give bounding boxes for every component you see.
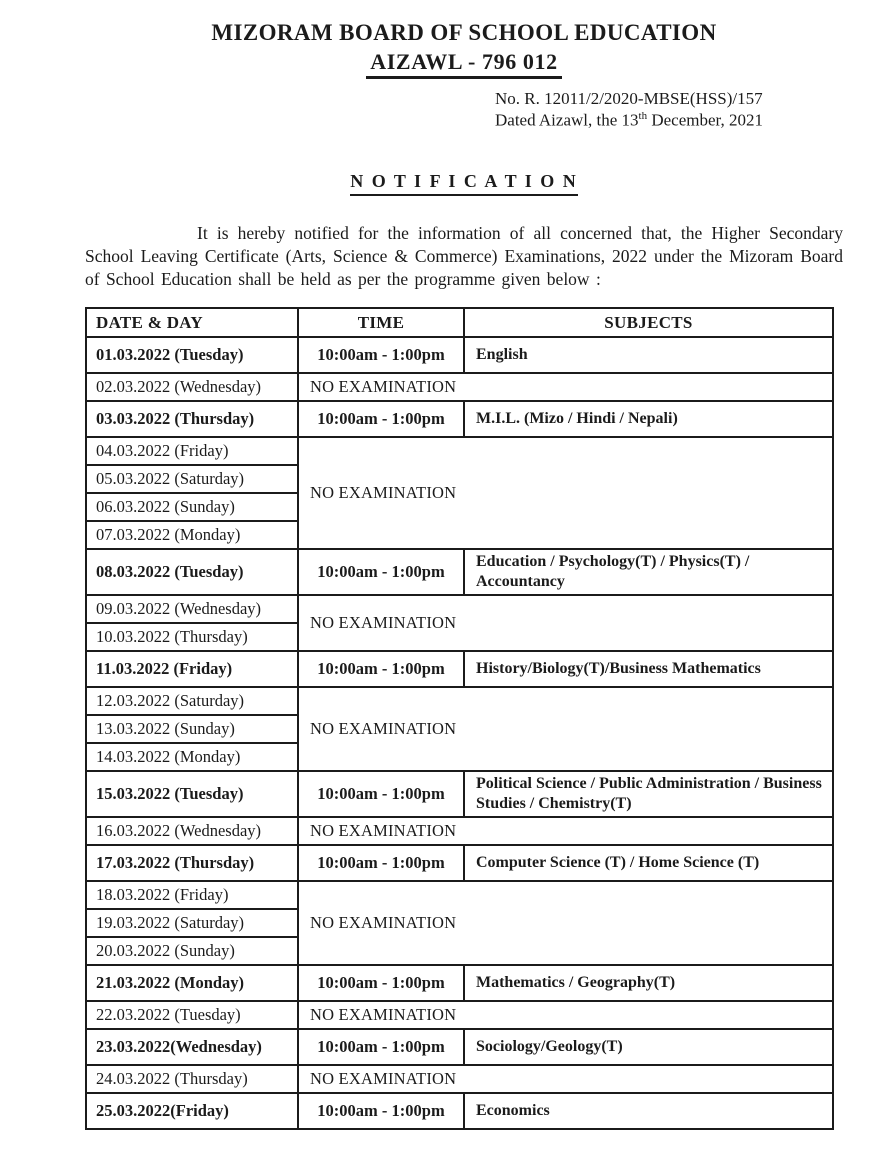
ref-date: [495, 110, 843, 131]
no-exam-cell: NO EXAMINATION: [298, 881, 833, 965]
no-exam-cell: NO EXAMINATION: [298, 1065, 833, 1093]
exam-timetable: [85, 307, 834, 1130]
time-cell: 10:00am - 1:00pm: [298, 965, 464, 1001]
date-cell: 02.03.2022 (Wednesday): [86, 373, 298, 401]
notification-body: It is hereby notified for the information of all concerned that, the Higher Secondary School Leaving Certificate (Arts, Science & Commerce) Examinations, 2022 under the Mizoram Board of School Education shall be held as per the programme given below :: [85, 223, 843, 289]
ref-date-ordinal: th: [638, 109, 648, 122]
header-row: [86, 308, 833, 337]
subject-cell: Sociology/Geology(T): [464, 1029, 833, 1065]
time-cell: 10:00am - 1:00pm: [298, 549, 464, 595]
subject-cell: English: [464, 337, 833, 373]
time-cell: 10:00am - 1:00pm: [298, 651, 464, 687]
date-cell: 04.03.2022 (Friday): [86, 437, 298, 465]
date-cell: 22.03.2022 (Tuesday): [86, 1001, 298, 1029]
time-cell: 10:00am - 1:00pm: [298, 1029, 464, 1065]
header-cell-date: DATE & DAY: [86, 308, 298, 337]
no-exam-row: [86, 1065, 833, 1093]
date-cell: 16.03.2022 (Wednesday): [86, 817, 298, 845]
no-exam-row: [86, 817, 833, 845]
ref-date-suffix: December, 2021: [647, 110, 763, 130]
exam-row: [86, 771, 833, 817]
notification-title: N O T I F I C A T I O N: [350, 171, 578, 196]
no-exam-row: [86, 687, 833, 715]
ref-block: [495, 89, 843, 131]
date-cell: 03.03.2022 (Thursday): [86, 401, 298, 437]
exam-table-head: [86, 308, 833, 337]
exam-row: [86, 1029, 833, 1065]
subject-cell: Mathematics / Geography(T): [464, 965, 833, 1001]
no-exam-cell: NO EXAMINATION: [298, 687, 833, 771]
date-cell: 11.03.2022 (Friday): [86, 651, 298, 687]
date-cell: 19.03.2022 (Saturday): [86, 909, 298, 937]
header-cell-time: TIME: [298, 308, 464, 337]
subject-cell: Economics: [464, 1093, 833, 1129]
date-cell: 17.03.2022 (Thursday): [86, 845, 298, 881]
no-exam-cell: NO EXAMINATION: [298, 437, 833, 549]
date-cell: 08.03.2022 (Tuesday): [86, 549, 298, 595]
no-exam-row: [86, 373, 833, 401]
date-cell: 14.03.2022 (Monday): [86, 743, 298, 771]
date-cell: 12.03.2022 (Saturday): [86, 687, 298, 715]
org-address: AIZAWL - 796 012: [366, 49, 561, 79]
date-cell: 25.03.2022(Friday): [86, 1093, 298, 1129]
time-cell: 10:00am - 1:00pm: [298, 1093, 464, 1129]
exam-row: [86, 1093, 833, 1129]
subject-cell: Political Science / Public Administration / Business Studies / Chemistry(T): [464, 771, 833, 817]
subject-cell: Computer Science (T) / Home Science (T): [464, 845, 833, 881]
subject-cell: History/Biology(T)/Business Mathematics: [464, 651, 833, 687]
time-cell: 10:00am - 1:00pm: [298, 845, 464, 881]
date-cell: 06.03.2022 (Sunday): [86, 493, 298, 521]
exam-row: [86, 651, 833, 687]
date-cell: 24.03.2022 (Thursday): [86, 1065, 298, 1093]
no-exam-row: [86, 1001, 833, 1029]
date-cell: 21.03.2022 (Monday): [86, 965, 298, 1001]
no-exam-cell: NO EXAMINATION: [298, 373, 833, 401]
header-cell-subjects: SUBJECTS: [464, 308, 833, 337]
date-cell: 15.03.2022 (Tuesday): [86, 771, 298, 817]
exam-row: [86, 401, 833, 437]
no-exam-cell: NO EXAMINATION: [298, 817, 833, 845]
notification-title-wrap: [85, 171, 843, 196]
no-exam-row: [86, 881, 833, 909]
date-cell: 10.03.2022 (Thursday): [86, 623, 298, 651]
no-exam-row: [86, 595, 833, 623]
exam-row: [86, 549, 833, 595]
ref-number: No. R. 12011/2/2020-MBSE(HSS)/157: [495, 89, 763, 108]
no-exam-cell: NO EXAMINATION: [298, 595, 833, 651]
exam-row: [86, 845, 833, 881]
subject-cell: M.I.L. (Mizo / Hindi / Nepali): [464, 401, 833, 437]
org-address-wrap: [85, 49, 843, 79]
date-cell: 18.03.2022 (Friday): [86, 881, 298, 909]
date-cell: 23.03.2022(Wednesday): [86, 1029, 298, 1065]
org-name: MIZORAM BOARD OF SCHOOL EDUCATION: [211, 20, 717, 45]
date-cell: 20.03.2022 (Sunday): [86, 937, 298, 965]
date-cell: 07.03.2022 (Monday): [86, 521, 298, 549]
exam-row: [86, 965, 833, 1001]
date-cell: 13.03.2022 (Sunday): [86, 715, 298, 743]
time-cell: 10:00am - 1:00pm: [298, 771, 464, 817]
time-cell: 10:00am - 1:00pm: [298, 401, 464, 437]
no-exam-cell: NO EXAMINATION: [298, 1001, 833, 1029]
exam-row: [86, 337, 833, 373]
exam-table-body: [86, 337, 833, 1129]
no-exam-row: [86, 437, 833, 465]
subject-cell: Education / Psychology(T) / Physics(T) / Accountancy: [464, 549, 833, 595]
ref-date-prefix: Dated Aizawl, the 13: [495, 110, 639, 130]
date-cell: 01.03.2022 (Tuesday): [86, 337, 298, 373]
time-cell: 10:00am - 1:00pm: [298, 337, 464, 373]
date-cell: 05.03.2022 (Saturday): [86, 465, 298, 493]
date-cell: 09.03.2022 (Wednesday): [86, 595, 298, 623]
